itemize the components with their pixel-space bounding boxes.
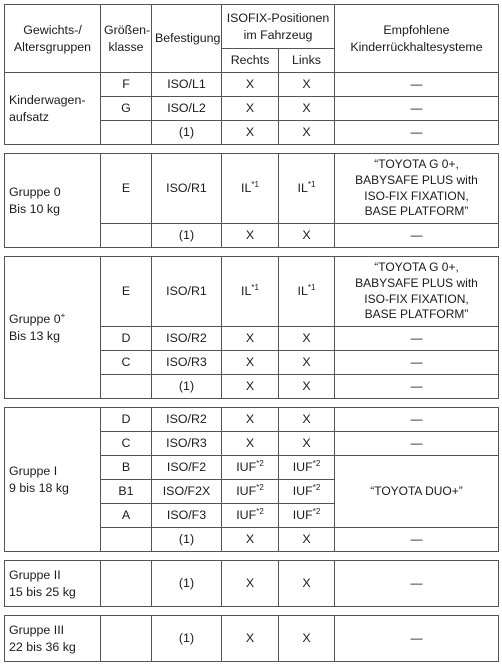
size-class-cell <box>101 561 152 607</box>
recommended-cell: — <box>335 327 499 351</box>
size-class-cell <box>101 375 152 399</box>
right-position-cell: X <box>222 224 279 248</box>
group-spacer <box>5 607 499 616</box>
right-position-cell: X <box>222 432 279 456</box>
right-position-cell: IUF$^{*2}$ <box>222 504 279 528</box>
right-position-cell: X <box>222 351 279 375</box>
size-class-cell <box>101 224 152 248</box>
recommended-cell: — <box>335 432 499 456</box>
fixture-cell: ISO/F3 <box>152 504 222 528</box>
fixture-cell: ISO/F2X <box>152 480 222 504</box>
header-left: Links <box>279 49 335 73</box>
size-class-cell <box>101 121 152 145</box>
recommended-cell: “TOYOTA G 0+, BABYSAFE PLUS with ISO-FIX FIXATION, BASE PLATFORM” <box>335 257 499 327</box>
group-name-cell <box>5 561 101 607</box>
right-position-cell: IL$^{*1}$ <box>222 154 279 224</box>
fixture-cell: ISO/F2 <box>152 456 222 480</box>
header-recommended: Empfohlene Kinderrückhaltesysteme <box>335 5 499 73</box>
fixture-cell: ISO/R2 <box>152 327 222 351</box>
fixture-cell: ISO/L1 <box>152 73 222 97</box>
table-row <box>5 257 499 327</box>
size-class-cell: C <box>101 351 152 375</box>
left-position-cell: X <box>279 327 335 351</box>
left-position-cell: IUF$^{*2}$ <box>279 504 335 528</box>
left-position-cell: X <box>279 375 335 399</box>
left-position-cell: X <box>279 408 335 432</box>
group-name: Gruppe I 9 bis 18 kg <box>9 464 69 495</box>
left-position-cell: X <box>279 528 335 552</box>
group-name-cell <box>5 73 101 145</box>
size-class-cell <box>101 616 152 662</box>
footnote-marker: *1 <box>307 283 316 293</box>
recommended-cell: — <box>335 561 499 607</box>
fixture-cell: ISO/R1 <box>152 154 222 224</box>
group-spacer <box>5 248 499 257</box>
table-row <box>5 616 499 662</box>
size-class-cell: E <box>101 257 152 327</box>
right-position-cell: X <box>222 375 279 399</box>
table-row <box>5 154 499 224</box>
group-name-superscript: + <box>60 311 66 321</box>
footnote-marker: *2 <box>312 507 321 517</box>
recommended-cell: — <box>335 528 499 552</box>
left-position-cell: X <box>279 351 335 375</box>
group-name-cell <box>5 154 101 248</box>
group-spacer <box>5 552 499 561</box>
recommended-cell: — <box>335 408 499 432</box>
table-row <box>5 561 499 607</box>
footnote-marker: *2 <box>312 483 321 493</box>
recommended-cell: — <box>335 121 499 145</box>
right-position-cell: X <box>222 73 279 97</box>
footnote-marker: *2 <box>256 459 264 469</box>
recommended-cell: — <box>335 224 499 248</box>
size-class-cell: F <box>101 73 152 97</box>
right-position-cell: X <box>222 561 279 607</box>
group-spacer-cell <box>5 607 499 616</box>
left-position-cell: X <box>279 73 335 97</box>
left-position-cell: X <box>279 616 335 662</box>
right-position-cell: X <box>222 616 279 662</box>
header-group: Gewichts-/ Altersgruppen <box>5 5 101 73</box>
group-spacer <box>5 399 499 408</box>
left-position-cell: X <box>279 224 335 248</box>
group-weight: Bis 13 kg <box>9 328 60 343</box>
recommended-cell: — <box>335 351 499 375</box>
group-spacer-cell <box>5 145 499 154</box>
table-row <box>5 73 499 97</box>
right-position-cell: X <box>222 408 279 432</box>
right-position-cell: X <box>222 121 279 145</box>
left-position-cell: X <box>279 561 335 607</box>
size-class-cell: C <box>101 432 152 456</box>
fixture-cell: (1) <box>152 561 222 607</box>
group-spacer-cell <box>5 399 499 408</box>
size-class-cell: D <box>101 327 152 351</box>
table-body <box>5 73 499 662</box>
recommended-cell: — <box>335 97 499 121</box>
recommended-cell: — <box>335 616 499 662</box>
recommended-cell: “TOYOTA DUO+” <box>335 456 499 528</box>
right-position-cell: X <box>222 528 279 552</box>
size-class-cell: B <box>101 456 152 480</box>
table-row <box>5 408 499 432</box>
fixture-cell: ISO/R1 <box>152 257 222 327</box>
header-size-class: Größen- klasse <box>101 5 152 73</box>
group-name-cell <box>5 616 101 662</box>
left-position-cell: X <box>279 97 335 121</box>
right-position-cell: IL$^{*1}$ <box>222 257 279 327</box>
fixture-cell: (1) <box>152 121 222 145</box>
footnote-marker: *1 <box>251 283 259 293</box>
fixture-cell: (1) <box>152 528 222 552</box>
footnote-marker: *2 <box>312 459 321 469</box>
group-name-cell <box>5 408 101 552</box>
fixture-cell: ISO/R2 <box>152 408 222 432</box>
header-right: Rechts <box>222 49 279 73</box>
fixture-cell: ISO/R3 <box>152 432 222 456</box>
fixture-cell: (1) <box>152 616 222 662</box>
fixture-cell: ISO/L2 <box>152 97 222 121</box>
header-isofix-positions: ISOFIX-Positionen im Fahrzeug <box>222 5 335 49</box>
size-class-cell: E <box>101 154 152 224</box>
group-name: Gruppe 0 Bis 10 kg <box>9 185 61 216</box>
group-name: Gruppe III 22 bis 36 kg <box>9 623 76 654</box>
size-class-cell <box>101 528 152 552</box>
footnote-marker: *2 <box>256 483 264 493</box>
right-position-cell: IUF$^{*2}$ <box>222 480 279 504</box>
group-name: Gruppe II 15 bis 25 kg <box>9 568 76 599</box>
group-spacer <box>5 145 499 154</box>
size-class-cell: A <box>101 504 152 528</box>
recommended-cell: “TOYOTA G 0+, BABYSAFE PLUS with ISO-FIX FIXATION, BASE PLATFORM” <box>335 154 499 224</box>
recommended-cell: — <box>335 73 499 97</box>
group-spacer-cell <box>5 248 499 257</box>
header-fixture: Befestigung <box>152 5 222 73</box>
left-position-cell: X <box>279 432 335 456</box>
left-position-cell: IUF$^{*2}$ <box>279 456 335 480</box>
fixture-cell: (1) <box>152 224 222 248</box>
group-spacer-cell <box>5 552 499 561</box>
right-position-cell: X <box>222 327 279 351</box>
table-header <box>5 5 499 73</box>
isofix-table <box>4 4 499 662</box>
left-position-cell: IL$^{*1}$ <box>279 257 335 327</box>
left-position-cell: IUF$^{*2}$ <box>279 480 335 504</box>
fixture-cell: ISO/R3 <box>152 351 222 375</box>
footnote-marker: *2 <box>256 507 264 517</box>
fixture-cell: (1) <box>152 375 222 399</box>
group-name: Kinderwagen- aufsatz <box>9 93 86 124</box>
recommended-cell: — <box>335 375 499 399</box>
size-class-cell: D <box>101 408 152 432</box>
footnote-marker: *1 <box>251 180 259 190</box>
group-name: Gruppe 0 <box>9 312 61 327</box>
size-class-cell: G <box>101 97 152 121</box>
right-position-cell: X <box>222 97 279 121</box>
right-position-cell: IUF$^{*2}$ <box>222 456 279 480</box>
footnote-marker: *1 <box>307 180 316 190</box>
left-position-cell: IL$^{*1}$ <box>279 154 335 224</box>
left-position-cell: X <box>279 121 335 145</box>
group-name-cell <box>5 257 101 399</box>
size-class-cell: B1 <box>101 480 152 504</box>
